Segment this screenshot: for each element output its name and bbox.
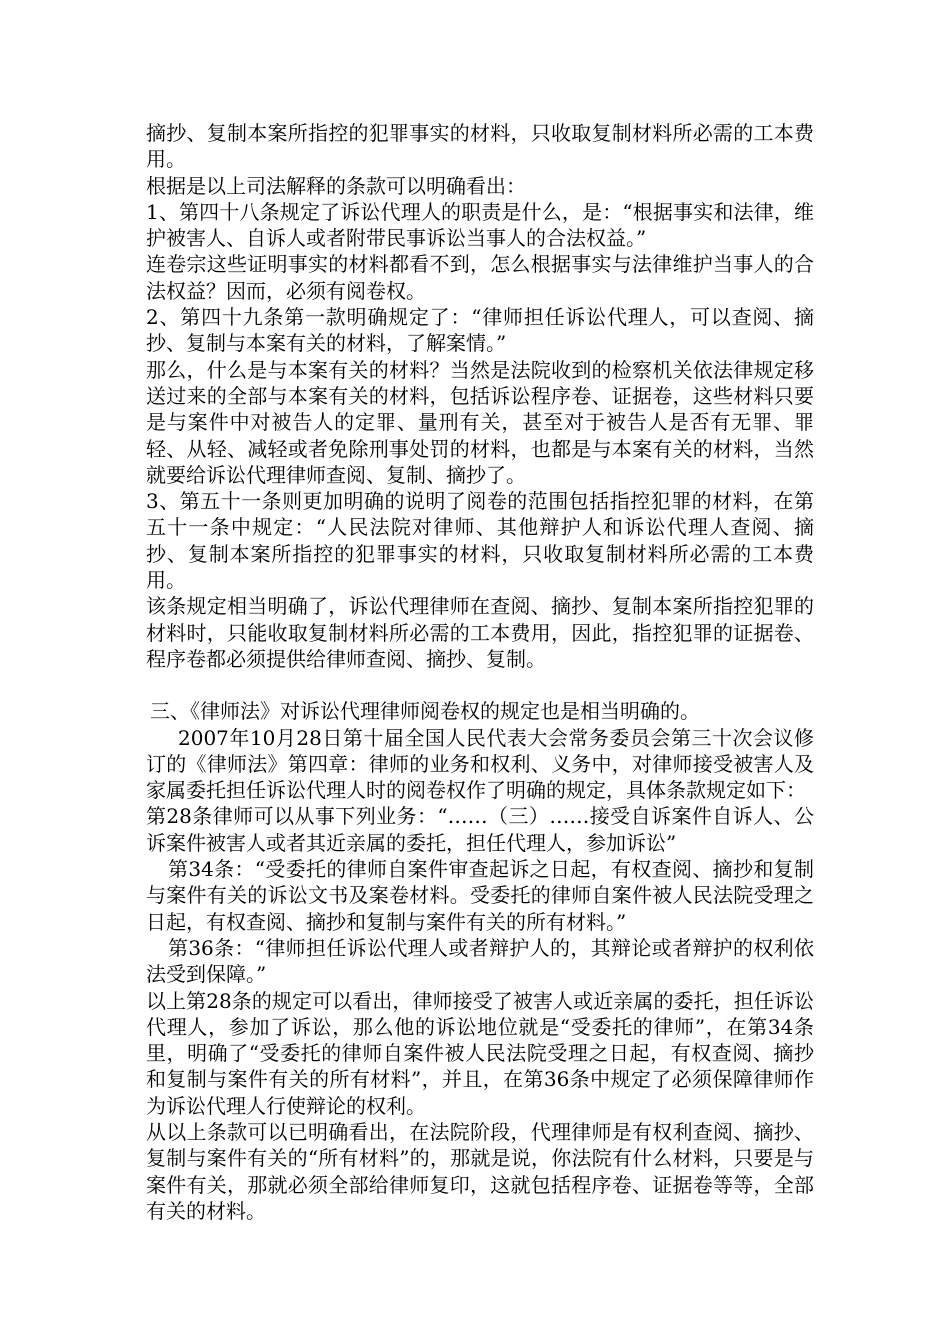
paragraph-analysis: 以上第28条的规定可以看出，律师接受了被害人或近亲属的委托，担任诉讼代理人，参加了诉讼，那么他的诉讼地位就是“受委托的律师”，在第34条里，明确了“受委托的律师自案件被人民法院受理之日起，有权查阅、摘抄和复制与案件有关的所有材料”，并且，在第36条中规定了必须保障律师作为诉讼代理人行使辩论的权利。 xyxy=(146,988,814,1118)
paragraph-article-51: 3、第五十一条则更加明确的说明了阅卷的范围包括指控犯罪的材料，在第五十一条中规定：“人民法院对律师、其他辩护人和诉讼代理人查阅、摘抄、复制本案所指控的犯罪事实的材料，只收取复制材料所必需的工本费用。 xyxy=(146,489,814,593)
paragraph-article-36: 第36条：“律师担任诉讼代理人或者辩护人的，其辩论或者辩护的权利依法受到保障。” xyxy=(146,935,814,987)
paragraph-article-51-comment: 该条规定相当明确了，诉讼代理律师在查阅、摘抄、复制本案所指控犯罪的材料时，只能收取复制材料所必需的工本费用，因此，指控犯罪的证据卷、程序卷都必须提供给律师查阅、摘抄、复制。 xyxy=(146,594,814,671)
blank-line xyxy=(146,672,814,698)
section-heading: 三、《律师法》对诉讼代理律师阅卷权的规定也是相当明确的。 xyxy=(150,699,700,724)
paragraph-article-49-comment: 那么，什么是与本案有关的材料？当然是法院收到的检察机关依法律规定移送过来的全部与本案有关的材料，包括诉讼程序卷、证据卷，这些材料只要是与案件中对被告人的定罪、量刑有关，甚至对于被告人是否有无罪、罪轻、从轻、减轻或者免除刑事处罚的材料，也都是与本案有关的材料，当然就要给诉讼代理律师查阅、复制、摘抄了。 xyxy=(146,357,814,487)
paragraph-fee-continuation: 摘抄、复制本案所指控的犯罪事实的材料，只收取复制材料所必需的工本费用。 xyxy=(146,121,814,172)
paragraph-lawyers-law-intro: 2007年10月28日第十届全国人民代表大会常务委员会第三十次会议修订的《律师法》第四章：律师的业务和权利、义务中，对律师接受被害人及家属委托担任诉讼代理人时的阅卷权作了明确的规定，具体条款规定如下： xyxy=(146,725,814,803)
paragraph-basis-intro: 根据是以上司法解释的条款可以明确看出： xyxy=(146,173,526,198)
paragraph-conclusion: 从以上条款可以已明确看出，在法院阶段，代理律师是有权利查阅、摘抄、复制与案件有关的“所有材料”的，那就是说，你法院有什么材料，只要是与案件有关，那就必须全部给律师复印，这就包括程序卷、证据卷等等，全部有关的材料。 xyxy=(146,1119,814,1223)
paragraph-article-34: 第34条：“受委托的律师自案件审查起诉之日起，有权查阅、摘抄和复制与案件有关的诉讼文书及案卷材料。受委托的律师自案件被人民法院受理之日起，有权查阅、摘抄和复制与案件有关的所有材料。” xyxy=(146,857,814,934)
paragraph-article-28: 第28条律师可以从事下列业务：“……（三）……接受自诉案件自诉人、公诉案件被害人或者其近亲属的委托，担任代理人，参加诉讼” xyxy=(146,804,814,855)
paragraph-article-48-comment: 连卷宗这些证明事实的材料都看不到，怎么根据事实与法律维护当事人的合法权益？因而，必须有阅卷权。 xyxy=(146,252,814,303)
document-page xyxy=(146,120,814,1224)
paragraph-article-49: 2、第四十九条第一款明确规定了：“律师担任诉讼代理人，可以查阅、摘抄、复制与本案有关的材料，了解案情。” xyxy=(146,305,814,356)
paragraph-article-48: 1、第四十八条规定了诉讼代理人的职责是什么，是：“根据事实和法律，维护被害人、自诉人或者附带民事诉讼当事人的合法权益。” xyxy=(146,199,814,251)
